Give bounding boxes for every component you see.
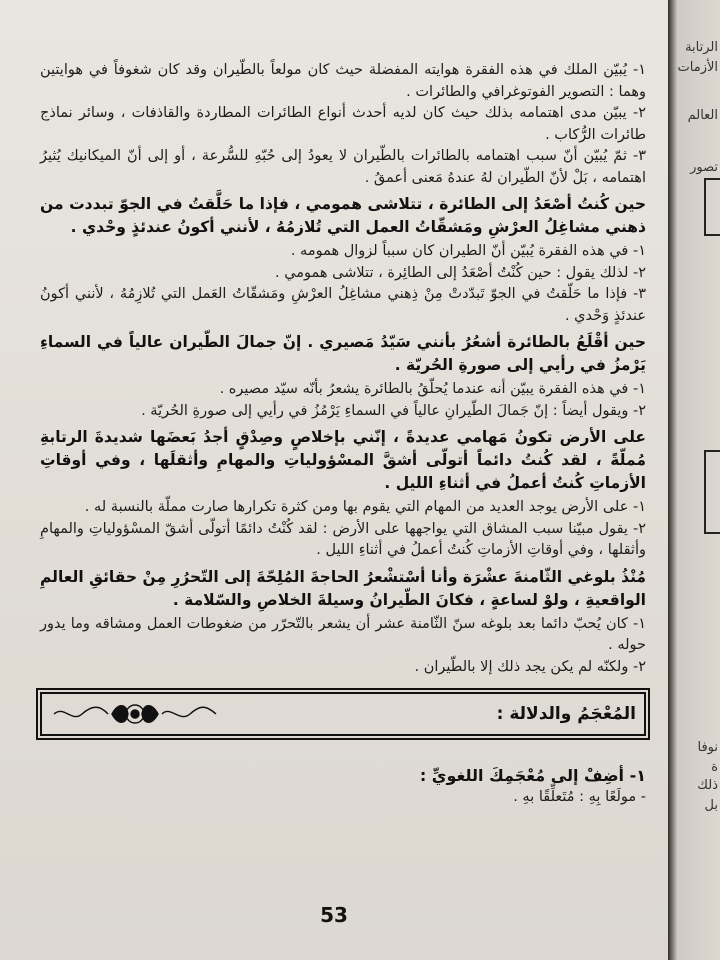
- edge-fragment: ة: [711, 760, 718, 775]
- section-header-box: [40, 692, 646, 736]
- edge-fragment: ذلك: [697, 778, 718, 793]
- exercise-title: ١- أضِفْ إلى مُعْجَمِكَ اللغويِّ :: [419, 766, 646, 785]
- explanation-paragraph: ٢- يبيّن مدى اهتمامه بذلك حيث كان لديه أحدث أنواع الطائرات المطاردة والقاذفات ، وسائر نماذج طائرات الرُّكاب .: [40, 105, 646, 143]
- explanation-paragraph: ١- كان يُحبّ دائما بعد بلوغه سنّ الثّامنة عشر أن يشعر بالتّحرّر من ضغوطات العمل ومشاقه وما يدور حوله .: [40, 615, 646, 653]
- section-title: المُعْجَمُ والدلالة :: [496, 704, 636, 724]
- edge-fragment: نوفا: [697, 740, 718, 755]
- explanation-paragraph: ١- في هذه الفقرة يبيّن أنه عندما يُحلّقُ بالطائرة يشعرُ بأنّه سيّد مصيره .: [219, 381, 646, 397]
- page-number: 53: [320, 903, 348, 927]
- explanation-paragraph: ١- في هذه الفقرة يُبيّن أنّ الطيران كان سبباً لزوال همومه .: [290, 243, 646, 259]
- edge-fragment: بل: [704, 798, 718, 813]
- quoted-passage: مُنْذُ بلوغي الثّامنةَ عشْرَة وأنا أسْتشْعرُ الحاجةَ المُلِحّةَ إلى التّحرُرِ مِنْ حقائقِ العالمِ الواقعيةِ ، ولوْ لساعةٍ ، فكانَ الطّيرانُ وسيلةَ الخلاصِ والسّلامة .: [40, 567, 646, 609]
- page-content: [40, 60, 646, 805]
- explanation-paragraph: ٣- فإذا ما حَلّقتُ في الجوّ تَبدّدتْ مِنْ ذِهني مشاغِلُ العرْشِ ومَشقّاتُ العَمل التي تُلازِمُهُ ، لأنني أكونُ عندئذٍ وَحْدي .: [40, 286, 646, 324]
- explanation-paragraph: ٢- لذلك يقول : حين كُنْتُ أصْعَدُ إلى الطائِرة ، تتلاشى همومي .: [274, 264, 646, 281]
- explanation-paragraph: ١- يُبيّن الملك في هذه الفقرة هوايته المفضلة حيث كان مولعاً بالطّيران وقد كان شغوفاً في هوايتين وهما : التصوير الفوتوغرافي والطائرات .: [40, 62, 646, 100]
- edge-box: [704, 450, 720, 534]
- quoted-passage: حين كُنتُ أصْعَدُ إلى الطائرة ، تتلاشى همومي ، فإذا ما حَلَّقتُ في الجوّ تبددت من ذهني مشاغِلُ العرْشِ ومَشقّاتُ العمل التي تُلازمُهُ ، لأنني أكونُ عندئذٍ وحْدي .: [40, 195, 646, 236]
- exercise-line: - مولَعًا بِهِ : مُتَعلِّقًا بهِ .: [513, 789, 646, 805]
- quoted-passage: حين أقْلَعُ بالطائرة أشعُرُ بأنني سَيّدُ مَصيري . إنّ جمالَ الطّيران عالياً في السماءِ يَرْمزُ في رأيي إلى صورةِ الحُريّة .: [40, 333, 646, 374]
- floral-ornament-icon: [50, 701, 220, 727]
- edge-box: [704, 178, 720, 236]
- edge-fragment: تصور: [690, 160, 718, 175]
- quoted-passage: على الأرض تكونُ مَهامي عديدةً ، إنّني بإخلاصٍ وصِدْقٍ أجدُ بَعضَها شديدةَ الرتابةِ مُملّةً ، لقد كُنتُ دائماً أتولّى أشقَّ المسْؤولياتِ والمهامِ وأثقلَها ، وفي أوقاتِ الأزماتِ كُنتُ أعملُ في أثناءِ الليل .: [40, 428, 646, 492]
- explanation-paragraph: ٢- يقول مبيّنا سبب المشاق التي يواجهها على الأرض : لقد كُنْتُ دائمًا أتولّى أشقّ المسْؤولياتِ والمهامِ وأثقلها ، وفي أوقاتِ الأزماتِ كُنتُ أعملُ في أثناءِ الليل .: [40, 520, 646, 558]
- explanation-paragraph: ٢- ويقول أيضاً : إنّ جَمالَ الطّيرانِ عالياً في السماءِ يَرْمُزُ في رأيي إلى صورةِ الحُريّة .: [141, 402, 646, 419]
- edge-fragment: الأزمات: [677, 60, 718, 75]
- ornament-icon: [50, 701, 220, 727]
- edge-fragment: الرتابة: [685, 40, 718, 55]
- facing-page-edge: [668, 0, 720, 960]
- explanation-paragraph: ١- على الأرض يوجد العديد من المهام التي يقوم بها ومن كثرة تكرارها صارت مملّة بالنسبة له .: [84, 499, 646, 515]
- paragraph-list: [40, 60, 646, 678]
- explanation-paragraph: ٢- ولكنّه لم يكن يجد ذلك إلا بالطّيران .: [414, 658, 646, 675]
- edge-fragment: العالم: [687, 108, 718, 123]
- explanation-paragraph: ٣- ثمّ يُبيّن أنّ سبب اهتمامه بالطائرات بالطّيران لا يعودُ إلى حُبّهِ للسُّرعة ، أو إلى أنّ الميكانيك يُثيرُ اهتمامه ، بَلْ لأنّ الطّيران لهُ عندهُ مَعنى أعمقُ .: [40, 148, 646, 186]
